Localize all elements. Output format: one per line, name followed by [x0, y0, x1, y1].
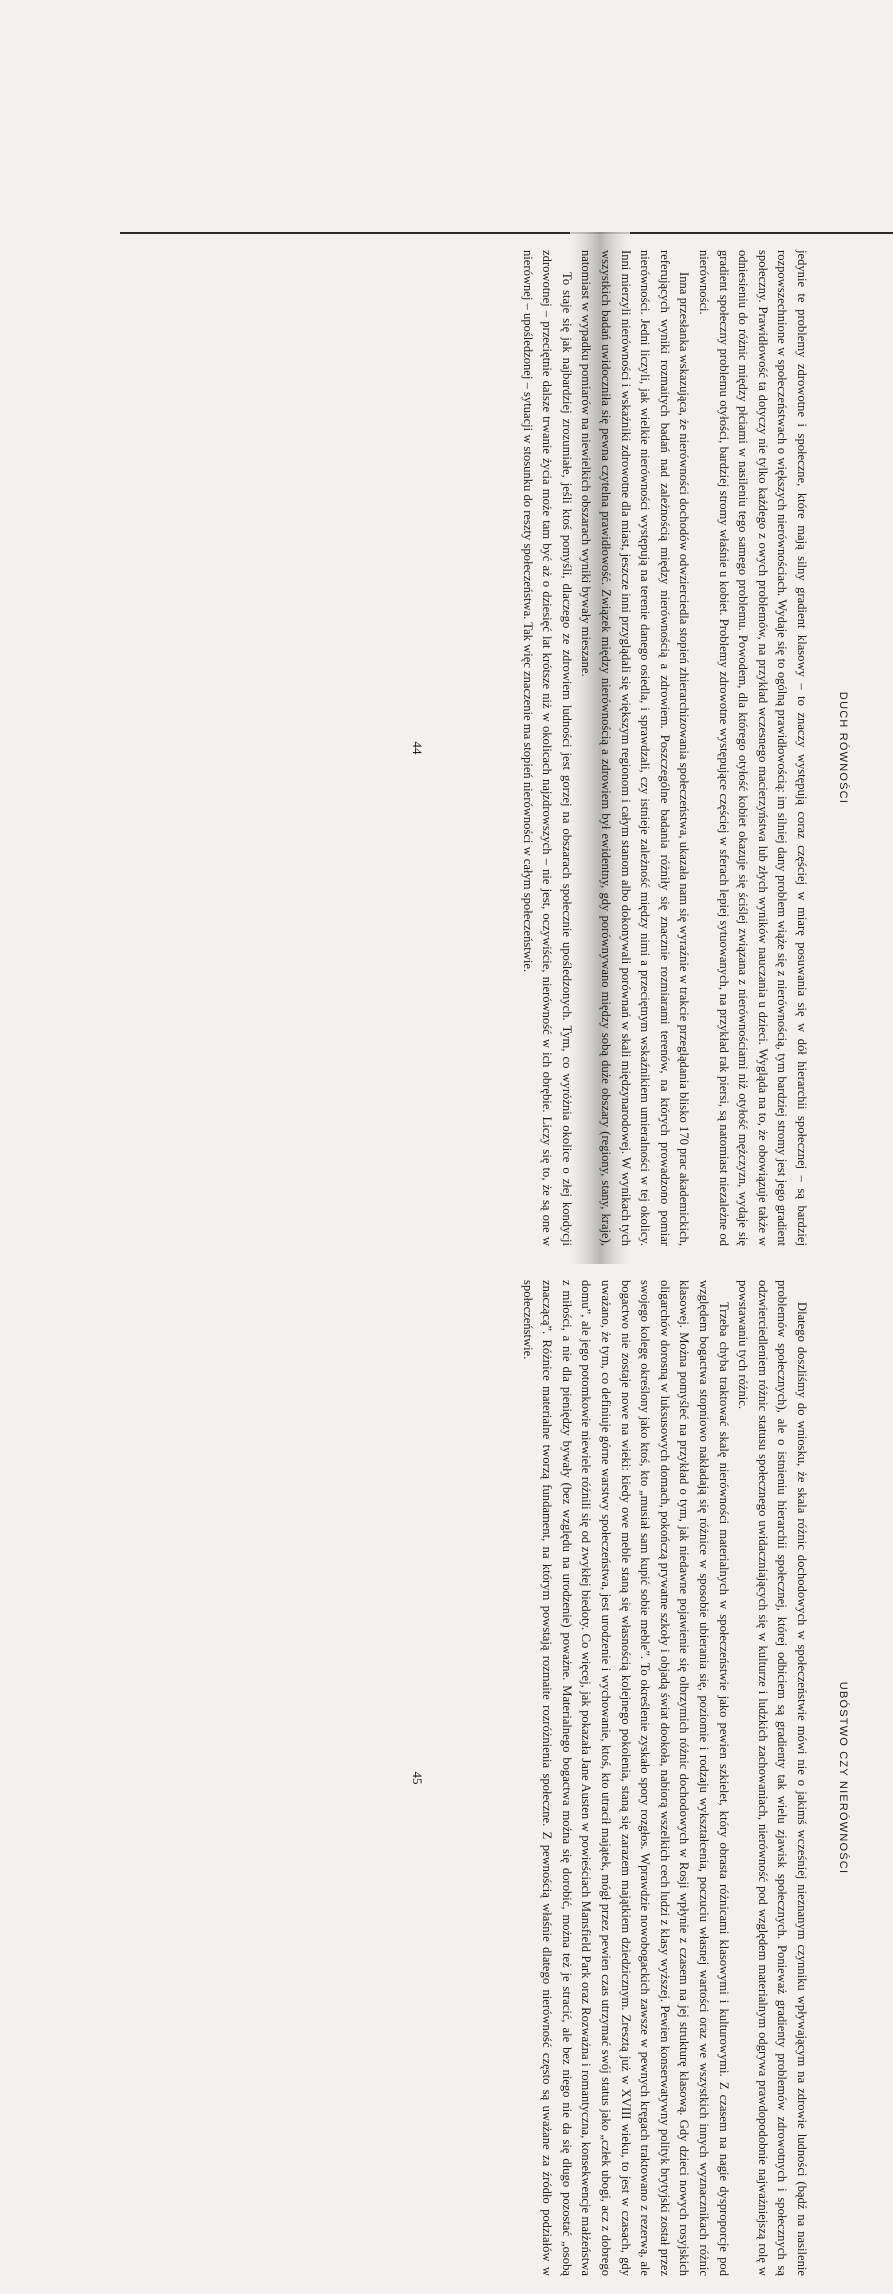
body-text — [517, 250, 811, 1246]
page-number: 45 — [410, 1771, 425, 1785]
page-44 — [397, 232, 867, 1264]
paragraph: To staje się jak najbardziej zrozumiałe, jeśli ktoś pomyśli, dlaczego ze zdrowiem ludności jest gorzej na obszarach społecznie upośledzonych. Tym, co wyróżnia okolice o złej kondycji zdrowotnej – przeciętnie dalsze trwanie życia może tam być aż o dziesięć lat krótsze niż w okolicach najzdrowszych – nie jest, oczywiście, nierówność w ich obrębie. Liczy się to, że są one w nierównej – upośledzonej – sytuacji w stosunku do reszty społeczeństwa. Tak więc znaczenie ma stopień nierówności w całym społeczeństwie. — [520, 250, 574, 1246]
running-head: DUCH RÓWNOŚCI — [837, 691, 849, 805]
paragraph: Trzeba chyba traktować skalę nierówności materialnych w społeczeństwie jako pewien szkielet, który obrasta różnicami klasowymi i kulturowymi. Z czasem na nagie dysproporcje pod względem bogactwa stopniowo nakładają się różnice w sposobie ubierania się, poziomie i rodzaju wykształcenia, poczuciu własnej wartości oraz we wszystkich innych wyznacznikach różnic klasowej. Można pomyśleć na przykład o tym, jak niedawne pojawienie się olbrzymich różnic dochodowych w Rosji wpłynie z czasem na jej strukturę klasową. Gdy dzieci nowych rosyjskich oligarchów dorosną w luksusowych domach, pokończą prywatne szkoły i objadą świat dookoła, nabiorą wszelkich cech ludzi z klasy wyższej. Pewien konserwatywny polityk brytyjski został przez swojego kolegę określony jako ktoś, kto „musiał sam kupić sobie meble”. To określenie zyskało spory rozgłos. Wprawdzie nowobogackich zawsze w pewnych kręgach traktowano z rezerwą, ale bogactwo nie zostaje nowe na wieki: kiedy owe meble staną się własnością kolejnego pokolenia, staną się zarazem majątkiem dziedzicznym. Zresztą już w XVIII wieku, to jest w czasach, gdy uważano, że tym, co definiuje górne warstwy społeczeństwa, jest urodzenie i wychowanie, ktoś, kto utracił majątek, mógł przez pewien czas utrzymać swój status jako „człek ubogi, acz z dobrego domu”, ale jego potomkowie niewiele różnili się od zwykłej biedoty. Co więcej, jak pokazała Jane Austen w powieściach Mansfield Park oraz Rozważna i romantyczna, konsekwencje małżeństwa z miłości, a nie dla pieniędzy bywały (bez względu na urodzenie) poważne. Materialnego bogactwa można się dorobić, można też je stracić, ale bez niego nie da się długo pozostać „osobą znaczącą”. Różnice materialne tworzą fundament, na którym powstają rozmaite rozróżnienia społeczne. Z pewnością właśnie dlatego nierówność często są uważane za źródło podziałów w społeczeństwie. — [520, 1280, 731, 2276]
page-45 — [397, 1262, 867, 2294]
running-head: UBÓSTWO CZY NIERÓWNOŚCI — [837, 1681, 849, 1875]
paragraph: Inna przesłanka wskazująca, że nierówności dochodów odwzierciedla stopień zhierarchizowania społeczeństwa, ukazała nam się wyraźnie w trakcie przeglądania blisko 170 prac akademickich, referujących wyniki rozmaitych badań nad zależnością między nierównością a zdrowiem. Poszczególne badania różniły się znacznie rozmiarami terenów, na których prowadzono pomiar nierówności. Jedni liczyli, jak wielkie nierówności występują na terenie danego osiedla, i sprawdzali, czy istnieje zależność między nimi a przeciętnym wskaźnikiem umieralności w tej okolicy. Inni mierzyli nierówności i wskaźniki zdrowotne dla miast, jeszcze inni przyglądali się większym regionom i całym stanom albo dokonywali porównań w skali międzynarodowej. W wynikach tych wszystkich badań uwidoczniła się pewna czytelna prawidłowość. Związek między nierównością a zdrowiem był ewidentny, gdy porównywano między sobą duże obszary (regiony, stany, kraje), natomiast w wypadku pomiarów na niewielkich obszarach wyniki bywały mieszane. — [579, 250, 692, 1246]
body-text — [517, 1280, 811, 2276]
page-number: 44 — [410, 741, 425, 755]
paragraph: Dlatego doszliśmy do wniosku, że skala różnic dochodowych w społeczeństwie mówi nie o jakimś wcześniej nieznanym czynniku wpływającym na zdrowie ludności (bądź na nasilenie problemów społecznych), ale o istnieniu hierarchii społecznej, której odbiciem są gradienty tak wielu zjawisk społecznych. Ponieważ gradienty problemów zdrowotnych i społecznych są odzwierciedleniem różnic statusu społecznego uwidaczniających się w kulturze i ludzkich zachowaniach, nierówność pod względem materialnym odgrywa prawdopodobnie najważniejszą rolę w powstawaniu tych różnic. — [736, 1280, 809, 2276]
paragraph: jedynie te problemy zdrowotne i społeczne, które mają silny gradient klasowy – to znaczy występują coraz częściej w miarę posuwania się w dół hierarchii społecznej – są bardziej rozpowszechnione w społeczeństwach o większych nierównościach. Wydaje się to ogólną prawidłowością: im silniej dany problem wiąże się z nierównością, tym bardziej stromy jest jego gradient społeczny. Prawidłowość ta dotyczy nie tylko każdego z owych problemów, na przykład wczesnego macierzyństwa lub złych wyników nauczania u dzieci. Wygląda na to, że obowiązuje także w odniesieniu do różnic między płciami w nasileniu tego samego problemu. Powodem, dla którego otyłość kobiet okazuje się ściślej związana z nierównościami niż otyłość mężczyzn, wydaje się gradient społeczny problemu otyłości, bardziej stromy właśnie u kobiet. Problemy zdrowotne występujące częściej w sferach lepiej sytuowanych, na przykład rak piersi, są natomiast niezależne od nierówności. — [697, 250, 809, 1246]
